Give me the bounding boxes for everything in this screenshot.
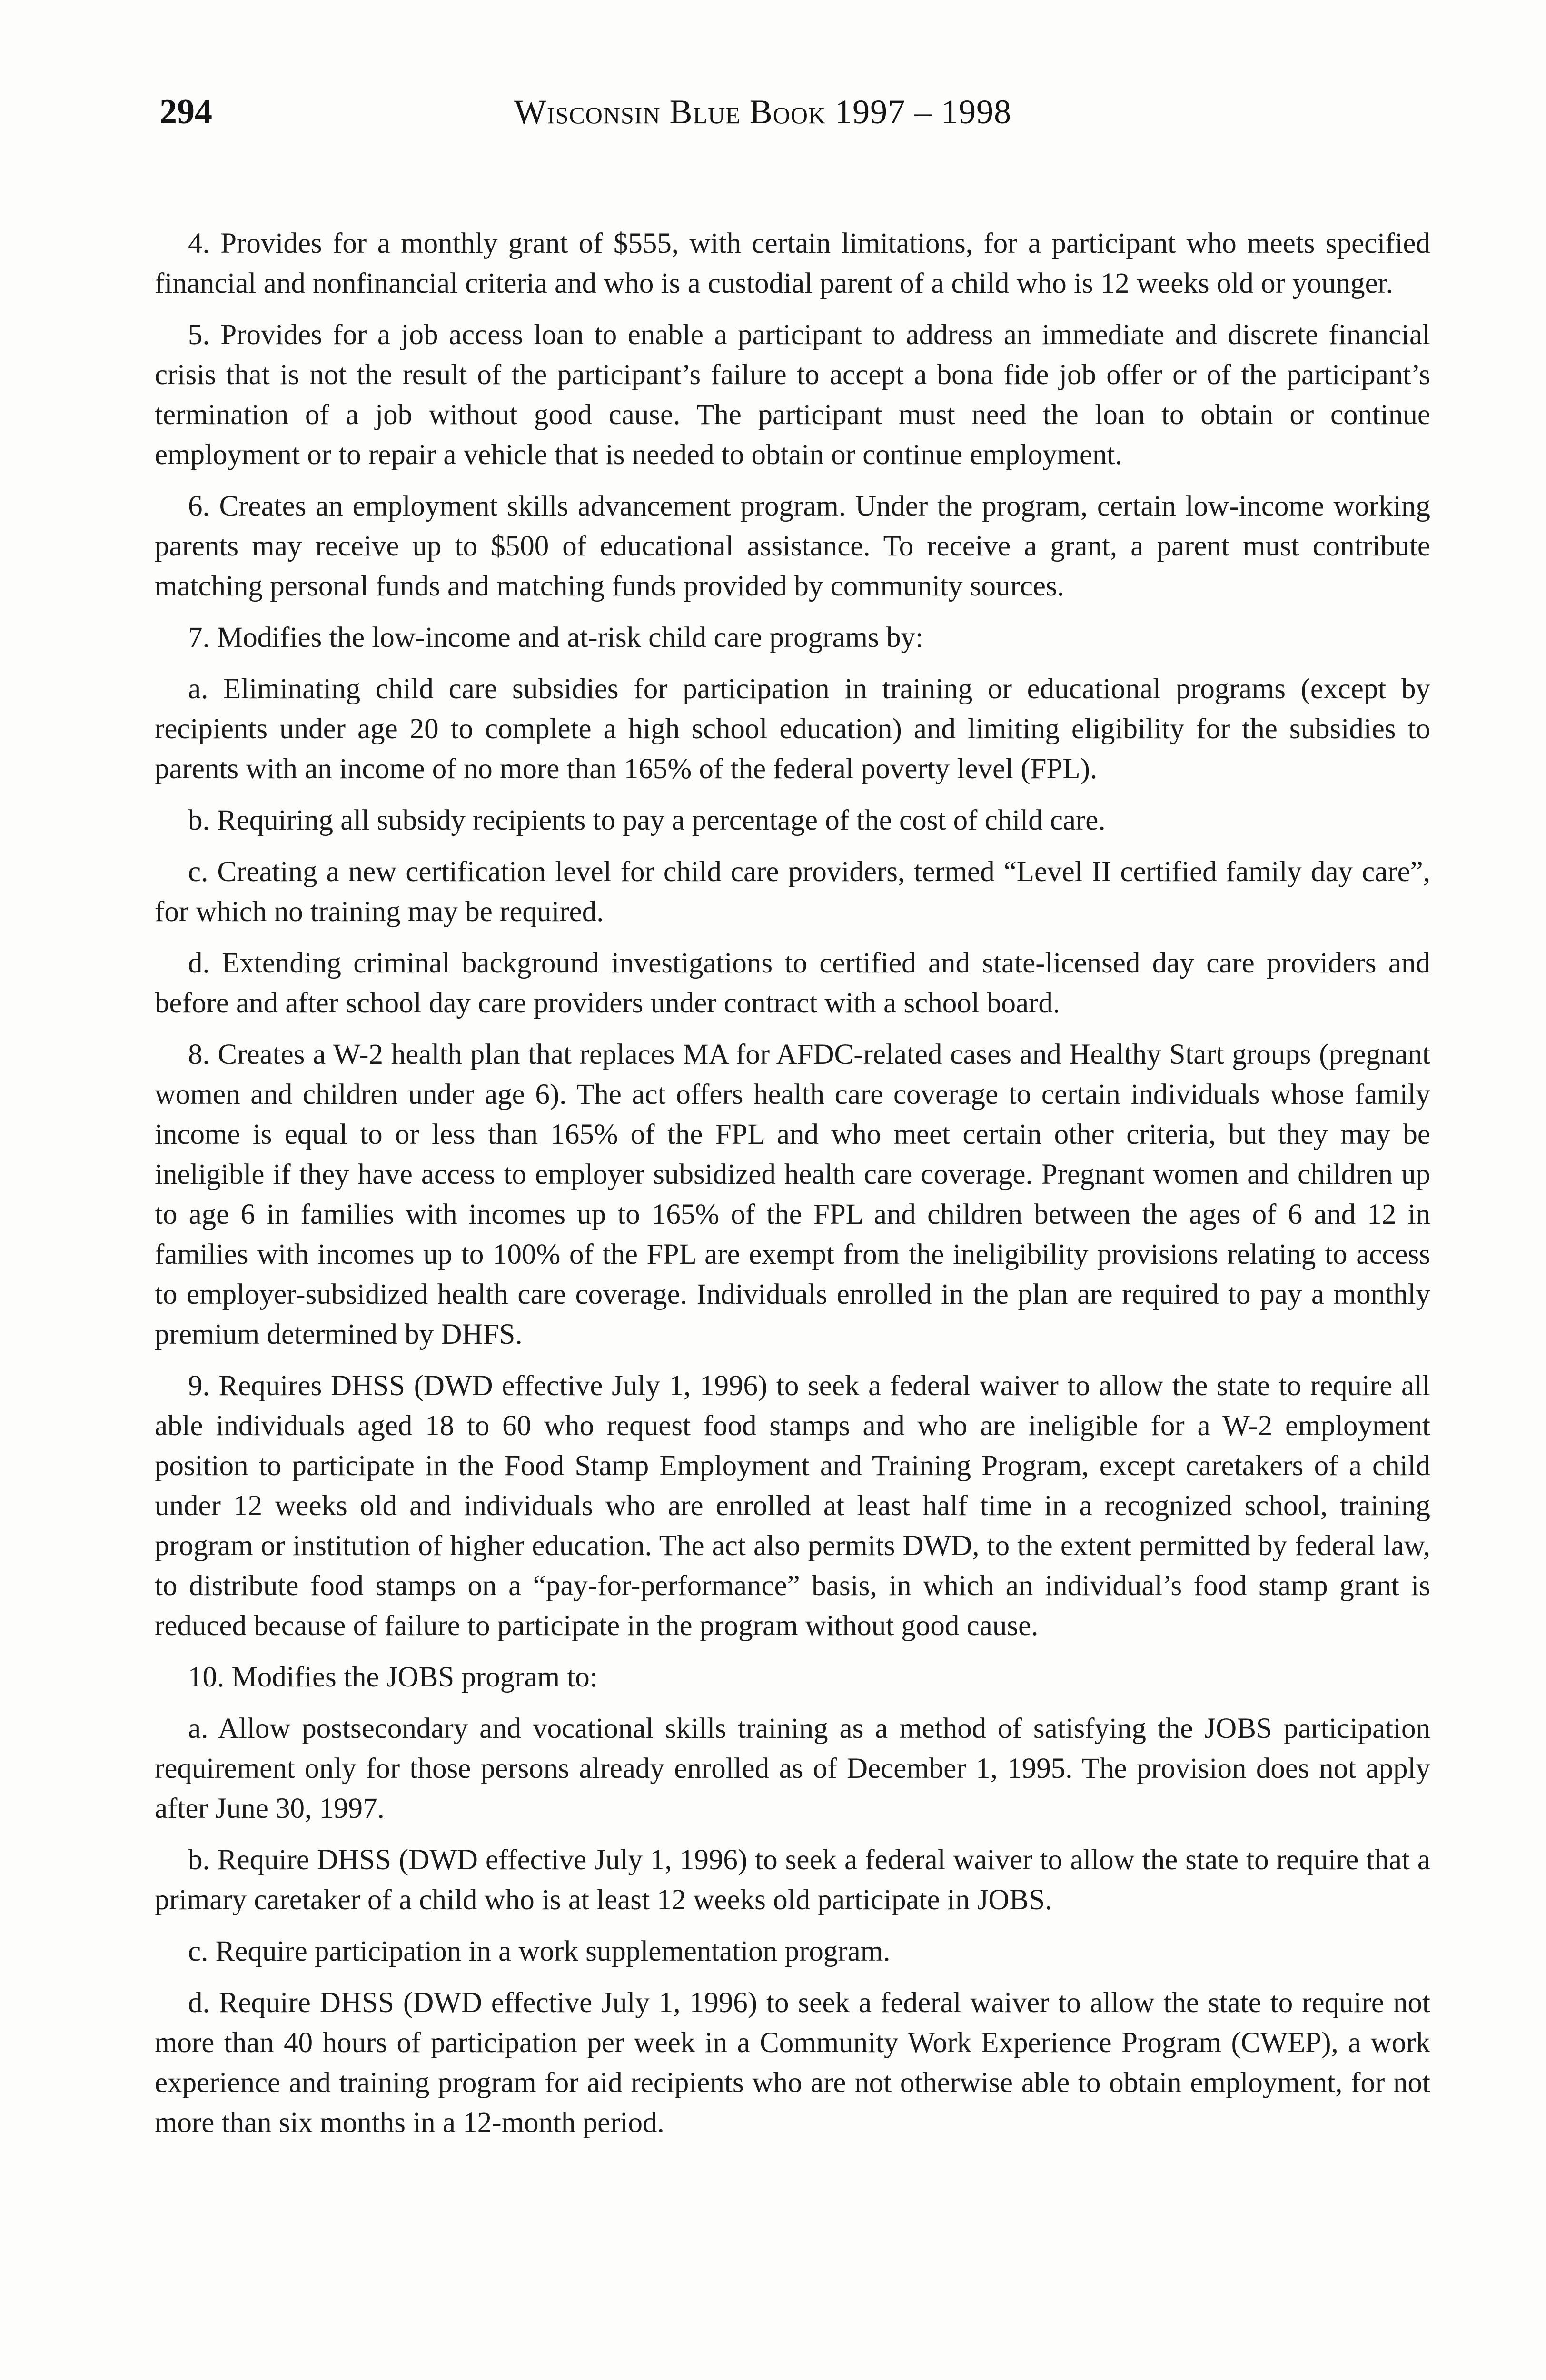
page-header [159,86,1445,138]
body-text [155,224,1430,2154]
paragraph-item-10a: a. Allow postsecondary and vocational skills training as a method of satisfying the JOBS participation requirement only for those persons already enrolled as of December 1, 1995. The provision does not apply after June 30, 1997. [155,1713,1430,1825]
paragraph-item-10: 10. Modifies the JOBS program to: [188,1661,598,1693]
paragraph-item-7a: a. Eliminating child care subsidies for participation in training or educational programs (except by recipients under age 20 to complete a high school education) and limiting eligibility for the subsidies to parents with an income of no more than 165% of the federal poverty level (FPL). [155,673,1430,785]
running-head: Wisconsin Blue Book 1997 – 1998 [514,93,1012,131]
paragraph-item-10d: d. Require DHSS (DWD effective July 1, 1996) to seek a federal waiver to allow the state to require not more than 40 hours of participation per week in a Community Work Experience Program (CWEP), a work experience and training program for aid recipients who are not otherwise able to obtain employment, for not more than six months in a 12-month period. [155,1987,1430,2139]
paragraph-item-5: 5. Provides for a job access loan to enable a participant to address an immediate and discrete financial crisis that is not the result of the participant’s failure to accept a bona fide job offer or of the participant’s termination of a job without good cause. The participant must need the loan to obtain or continue employment or to repair a vehicle that is needed to obtain or continue employment. [155,319,1430,471]
paragraph-item-10c: c. Require participation in a work supplementation program. [188,1935,891,1967]
paragraph-item-8: 8. Creates a W-2 health plan that replaces MA for AFDC-related cases and Healthy Start groups (pregnant women and children under age 6). The act offers health care coverage to certain individuals whose family income is equal to or less than 165% of the FPL and who meet certain other criteria, but they may be ineligible if they have access to employer subsidized health care coverage. Pregnant women and children up to age 6 in families with incomes up to 165% of the FPL and children between the ages of 6 and 12 in families with incomes up to 100% of the FPL are exempt from the ineligibility provisions relating to access to employer-subsidized health care coverage. Individuals enrolled in the plan are required to pay a monthly premium determined by DHFS. [155,1039,1430,1350]
paragraph-item-9: 9. Requires DHSS (DWD effective July 1, 1996) to seek a federal waiver to allow the state to require all able individuals aged 18 to 60 who request food stamps and who are ineligible for a W-2 employment position to participate in the Food Stamp Employment and Training Program, except caretakers of a child under 12 weeks old and individuals who are enrolled at least half time in a recognized school, training program or institution of higher education. The act also permits DWD, to the extent permitted by federal law, to distribute food stamps on a “pay-for-performance” basis, in which an individual’s food stamp grant is reduced because of failure to participate in the program without good cause. [155,1370,1430,1642]
paragraph-item-7: 7. Modifies the low-income and at-risk child care programs by: [188,622,923,654]
page-number: 294 [159,92,212,131]
paragraph-item-6: 6. Creates an employment skills advancement program. Under the program, certain low-income working parents may receive up to $500 of educational assistance. To receive a grant, a parent must contribute matching personal funds and matching funds provided by community sources. [155,490,1430,602]
paragraph-item-10b: b. Require DHSS (DWD effective July 1, 1996) to seek a federal waiver to allow the state to require that a primary caretaker of a child who is at least 12 weeks old participate in JOBS. [155,1844,1430,1916]
paragraph-item-7c: c. Creating a new certification level for child care providers, termed “Level II certified family day care”, for which no training may be required. [155,856,1430,928]
paragraph-item-7d: d. Extending criminal background investigations to certified and state-licensed day care providers and before and after school day care providers under contract with a school board. [155,947,1430,1019]
paragraph-item-4: 4. Provides for a monthly grant of $555, with certain limitations, for a participant who meets specified financial and nonfinancial criteria and who is a custodial parent of a child who is 12 weeks old or younger. [155,228,1430,299]
paragraph-item-7b: b. Requiring all subsidy recipients to pay a percentage of the cost of child care. [188,804,1106,836]
